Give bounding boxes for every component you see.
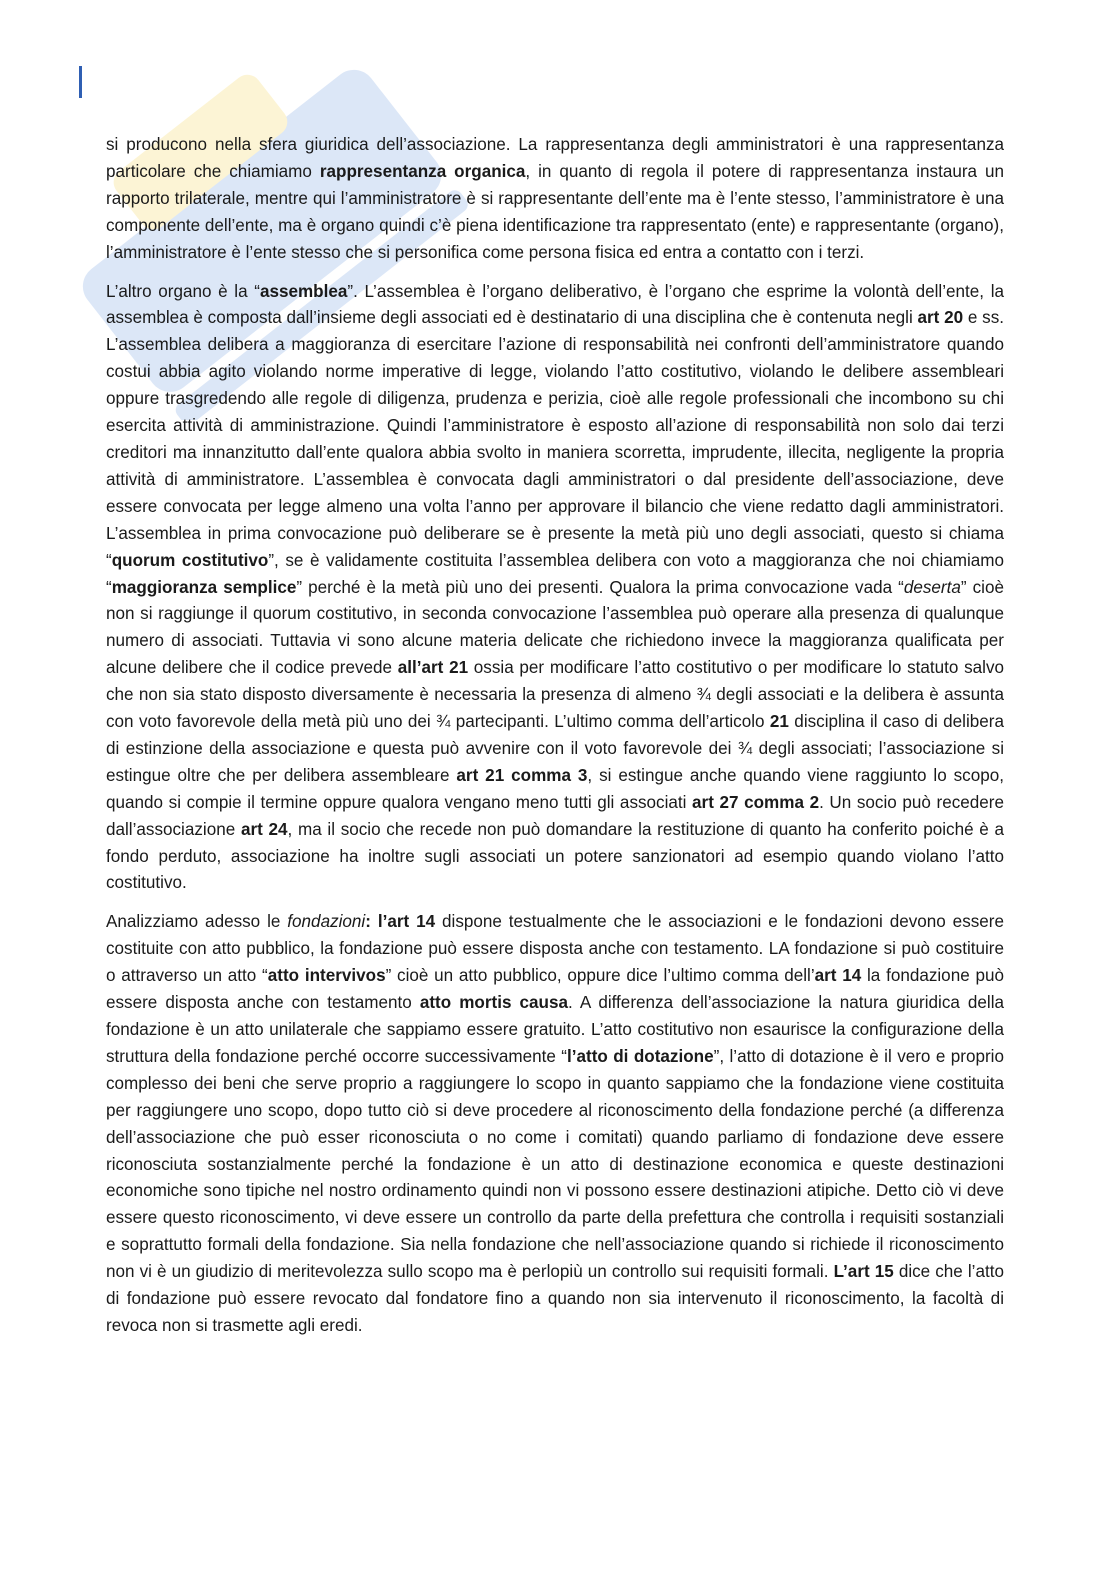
paragraph-rappresentanza: si producono nella sfera giuridica dell’associazione. La rappresentanza degli amministratori è una rappresentanza particolare che chiamiamo rappresentanza organica, in quanto di regola il potere di rappresentanza instaura un rapporto trilaterale, mentre qui l’amministratore è si rappresentante dell’ente ma è l’ente stesso, l’amministratore è una componente dell’ente, ma è organo quindi c’è piena identificazione tra rappresentato (ente) e rappresentante (organo), l’amministratore è l’ente stesso che si personifica come persona fisica ed entra a contatto con i terzi. — [106, 135, 1004, 262]
paragraph-assemblea: L’altro organo è la “assemblea”. L’assemblea è l’organo deliberativo, è l’organo che esprime la volontà dell’ente, la assemblea è composta dall’insieme degli associati ed è destinatario di una disciplina che è contenuta negli art 20 e ss. L’assemblea delibera a maggioranza di esercitare l’azione di responsabilità nei confronti dell’amministratore quando costui abbia agito violando norme imperative di legge, violando l’atto costitutivo, violando le delibere assembleari oppure trasgredendo alle regole di diligenza, prudenza e perizia, cioè alle regole professionali che incombono su chi esercita attività di amministrazione. Quindi l’amministratore è esposto all’azione di responsabilità non solo dai terzi creditori ma innanzitutto dall’ente qualora abbia svolto in maniera scorretta, imprudente, illecita, negligente la propria attività di amministratore. L’assemblea è convocata dagli amministratori o dal presidente dell’associazione, deve essere convocata per legge almeno una volta l’anno per approvare il bilancio che viene redatto dagli amministratori. L’assemblea in prima convocazione può deliberare se è presente la metà più uno degli associati, questo si chiama “quorum costitutivo”, se è validamente costituita l’assemblea delibera con voto a maggioranza che noi chiamiamo “maggioranza semplice” perché è la metà più uno dei presenti. Qualora la prima convocazione vada “deserta” cioè non si raggiunge il quorum costitutivo, in seconda convocazione l’assemblea può operare alla presenza di qualunque numero di associati. Tuttavia vi sono alcune materia delicate che richiedono invece la maggioranza qualificata per alcune delibere che il codice prevede all’art 21 ossia per modificare l’atto costitutivo o per modificare lo statuto salvo che non sia stato disposto diversamente è necessaria la presenza di almeno ¾ degli associati e la delibera è assunta con voto favorevole della metà più uno dei ¾ partecipanti. L’ultimo comma dell’articolo 21 disciplina il caso di delibera di estinzione della associazione e questa può avvenire con il voto favorevole dei ¾ degli associati; l’associazione si estingue oltre che per delibera assembleare art 21 comma 3, si estingue anche quando viene raggiunto lo scopo, quando si compie il termine oppure qualora vengano meno tutti gli associati art 27 comma 2. Un socio può recedere dall’associazione art 24, ma il socio che recede non può domandare la restituzione di quanto ha conferito poiché è a fondo perduto, associazione ha inoltre sugli associati un potere sanzionatori ad esempio quando violano l’atto costitutivo. — [106, 281, 1005, 893]
document-body — [106, 132, 1004, 1340]
paragraph-fondazioni: Analizziamo adesso le fondazioni: l’art 14 dispone testualmente che le associazioni e le fondazioni devono essere costituite con atto pubblico, la fondazione può essere disposta anche con testamento. LA fondazione si può costituire o attraverso un atto “atto intervivos” cioè un atto pubblico, oppure dice l’ultimo comma dell’art 14 la fondazione può essere disposta anche con testamento atto mortis causa. A differenza dell’associazione la natura giuridica della fondazione è un atto unilaterale che sappiamo essere gratuito. L’atto costitutivo non esaurisce la configurazione della struttura della fondazione perché occorre successivamente “l’atto di dotazione”, l’atto di dotazione è il vero e proprio complesso dei beni che serve proprio a raggiungere lo scopo in quanto sappiamo che la fondazione viene costituita per raggiungere uno scopo, dopo tutto ciò si deve procedere al riconoscimento della fondazione perché (a differenza dell’associazione che può esser riconosciuta o no come i comitati) quando parliamo di fondazione deve essere riconosciuta sostanzialmente perché la fondazione è un atto di destinazione economica e queste destinazioni economiche sono tipiche nel nostro ordinamento quindi non vi possono essere destinazioni atipiche. Detto ciò vi deve essere questo riconoscimento, vi deve essere un controllo da parte della prefettura che controlla i requisiti sostanziali e soprattutto formali della fondazione. Sia nella fondazione che nell’associazione quando si richiede il riconoscimento non vi è un giudizio di meritevolezza sullo scopo ma è perlopiù un controllo sui requisiti formali. L’art 15 dice che l’atto di fondazione può essere revocato dal fondatore fino a quando non sia intervenuto il riconoscimento, la facoltà di revoca non si trasmette agli eredi. — [106, 912, 1005, 1335]
margin-marker — [79, 66, 82, 98]
